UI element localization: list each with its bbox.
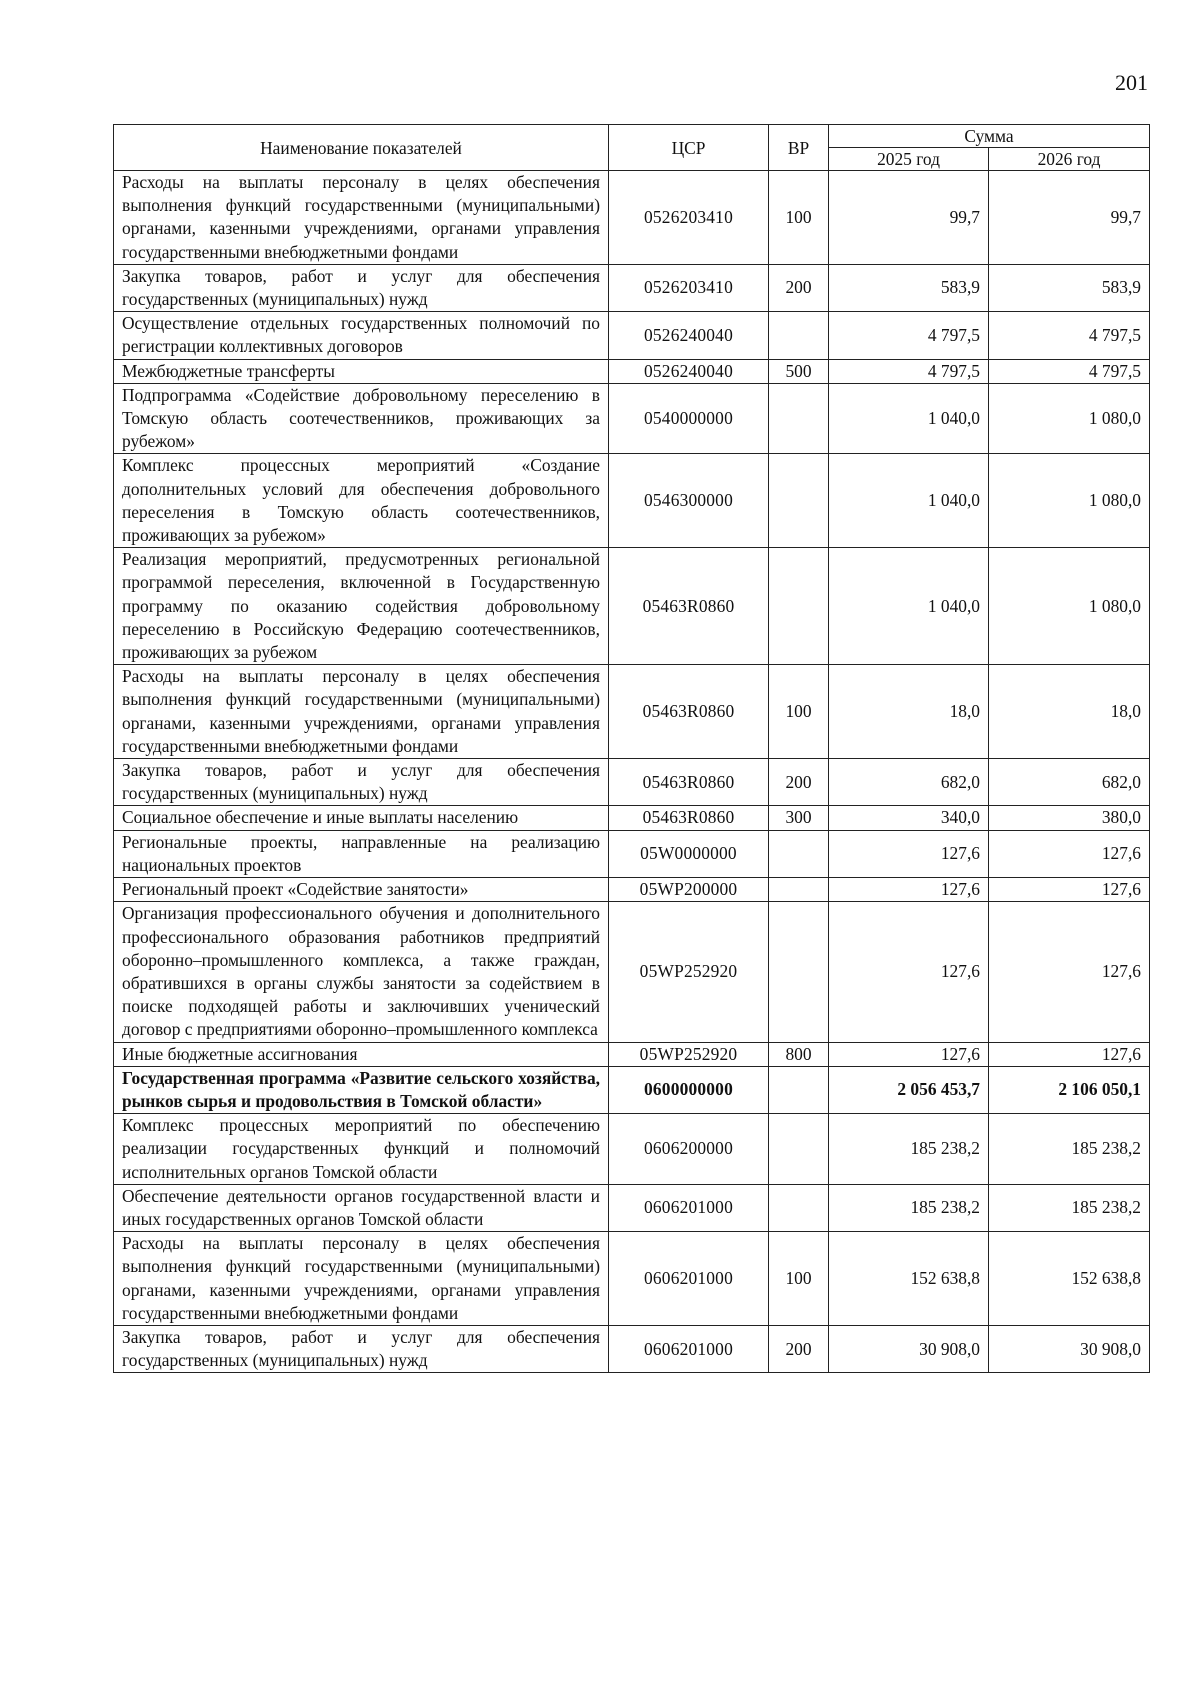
table-row bbox=[114, 806, 1150, 830]
row-csr-cell: 05W0000000 bbox=[609, 830, 769, 877]
row-2025-cell: 127,6 bbox=[829, 830, 989, 877]
row-name-cell: Осуществление отдельных государственных полномочий по регистрации коллективных договоров bbox=[114, 312, 609, 359]
row-vr-cell: 200 bbox=[769, 264, 829, 311]
row-name-cell: Закупка товаров, работ и услуг для обеспечения государственных (муниципальных) нужд bbox=[114, 759, 609, 806]
row-name-cell: Реализация мероприятий, предусмотренных региональной программой переселения, включенной в Государственную программу по оказанию содействия добровольному переселению в Российскую Федерацию соотечественников, проживающих за рубежом bbox=[114, 548, 609, 665]
row-csr-cell: 0526203410 bbox=[609, 171, 769, 265]
table-row bbox=[114, 1184, 1150, 1231]
row-csr-cell: 05WP252920 bbox=[609, 1042, 769, 1066]
header-name: Наименование показателей bbox=[114, 125, 609, 171]
table-row bbox=[114, 171, 1150, 265]
table-row bbox=[114, 548, 1150, 665]
row-vr-cell bbox=[769, 383, 829, 454]
row-name-cell: Социальное обеспечение и иные выплаты населению bbox=[114, 806, 609, 830]
row-csr-cell: 05463R0860 bbox=[609, 548, 769, 665]
row-name-cell: Государственная программа «Развитие сельского хозяйства, рынков сырья и продовольствия в Томской области» bbox=[114, 1066, 609, 1113]
row-2025-cell: 682,0 bbox=[829, 759, 989, 806]
row-name-cell: Региональный проект «Содействие занятости» bbox=[114, 878, 609, 902]
row-vr-cell: 200 bbox=[769, 1325, 829, 1372]
row-2025-cell: 4 797,5 bbox=[829, 359, 989, 383]
row-2026-cell: 185 238,2 bbox=[989, 1184, 1150, 1231]
row-2026-cell: 2 106 050,1 bbox=[989, 1066, 1150, 1113]
row-2026-cell: 30 908,0 bbox=[989, 1325, 1150, 1372]
row-vr-cell bbox=[769, 312, 829, 359]
table-row bbox=[114, 383, 1150, 454]
table-row bbox=[114, 902, 1150, 1042]
row-2025-cell: 127,6 bbox=[829, 902, 989, 1042]
row-2026-cell: 1 080,0 bbox=[989, 548, 1150, 665]
row-2026-cell: 127,6 bbox=[989, 830, 1150, 877]
row-2026-cell: 18,0 bbox=[989, 665, 1150, 759]
row-vr-cell: 800 bbox=[769, 1042, 829, 1066]
table-row bbox=[114, 665, 1150, 759]
page-number: 201 bbox=[1115, 70, 1148, 95]
row-name-cell: Организация профессионального обучения и дополнительного профессионального образования работников предприятий оборонно–промышленного комплекса, а также граждан, обратившихся в органы службы занятости за содействием в поиске подходящей работы и заключивших ученический договор с предприятиями оборонно–промышленного комплекса bbox=[114, 902, 609, 1042]
row-csr-cell: 0606201000 bbox=[609, 1325, 769, 1372]
row-2025-cell: 152 638,8 bbox=[829, 1232, 989, 1326]
row-csr-cell: 0606200000 bbox=[609, 1114, 769, 1185]
row-vr-cell bbox=[769, 902, 829, 1042]
row-name-cell: Межбюджетные трансферты bbox=[114, 359, 609, 383]
table-row bbox=[114, 454, 1150, 548]
row-2026-cell: 4 797,5 bbox=[989, 359, 1150, 383]
row-2026-cell: 99,7 bbox=[989, 171, 1150, 265]
row-2025-cell: 4 797,5 bbox=[829, 312, 989, 359]
row-csr-cell: 0600000000 bbox=[609, 1066, 769, 1113]
row-2025-cell: 127,6 bbox=[829, 1042, 989, 1066]
row-name-cell: Расходы на выплаты персоналу в целях обеспечения выполнения функций государственными (муниципальными) органами, казенными учреждениями, органами управления государственными внебюджетными фондами bbox=[114, 171, 609, 265]
header-2025: 2025 год bbox=[829, 148, 989, 171]
table-row bbox=[114, 759, 1150, 806]
row-csr-cell: 0546300000 bbox=[609, 454, 769, 548]
row-name-cell: Подпрограмма «Содействие добровольному переселению в Томскую область соотечественников, проживающих за рубежом» bbox=[114, 383, 609, 454]
row-name-cell: Региональные проекты, направленные на реализацию национальных проектов bbox=[114, 830, 609, 877]
row-vr-cell bbox=[769, 878, 829, 902]
row-2025-cell: 340,0 bbox=[829, 806, 989, 830]
row-2026-cell: 127,6 bbox=[989, 1042, 1150, 1066]
row-2026-cell: 185 238,2 bbox=[989, 1114, 1150, 1185]
row-name-cell: Закупка товаров, работ и услуг для обеспечения государственных (муниципальных) нужд bbox=[114, 264, 609, 311]
row-2025-cell: 2 056 453,7 bbox=[829, 1066, 989, 1113]
row-csr-cell: 0606201000 bbox=[609, 1232, 769, 1326]
row-vr-cell bbox=[769, 1114, 829, 1185]
row-2026-cell: 4 797,5 bbox=[989, 312, 1150, 359]
row-vr-cell: 300 bbox=[769, 806, 829, 830]
row-vr-cell: 200 bbox=[769, 759, 829, 806]
row-csr-cell: 05463R0860 bbox=[609, 806, 769, 830]
table-row bbox=[114, 264, 1150, 311]
row-2026-cell: 682,0 bbox=[989, 759, 1150, 806]
row-csr-cell: 0526240040 bbox=[609, 312, 769, 359]
row-2025-cell: 583,9 bbox=[829, 264, 989, 311]
row-csr-cell: 0606201000 bbox=[609, 1184, 769, 1231]
row-vr-cell: 100 bbox=[769, 171, 829, 265]
row-vr-cell bbox=[769, 1184, 829, 1231]
row-name-cell: Расходы на выплаты персоналу в целях обеспечения выполнения функций государственными (муниципальными) органами, казенными учреждениями, органами управления государственными внебюджетными фондами bbox=[114, 665, 609, 759]
row-name-cell: Закупка товаров, работ и услуг для обеспечения государственных (муниципальных) нужд bbox=[114, 1325, 609, 1372]
row-2025-cell: 1 040,0 bbox=[829, 454, 989, 548]
row-vr-cell bbox=[769, 548, 829, 665]
row-vr-cell bbox=[769, 1066, 829, 1113]
row-csr-cell: 0540000000 bbox=[609, 383, 769, 454]
row-name-cell: Расходы на выплаты персоналу в целях обеспечения выполнения функций государственными (муниципальными) органами, казенными учреждениями, органами управления государственными внебюджетными фондами bbox=[114, 1232, 609, 1326]
table-row bbox=[114, 1066, 1150, 1113]
row-vr-cell bbox=[769, 830, 829, 877]
row-2026-cell: 1 080,0 bbox=[989, 383, 1150, 454]
row-2025-cell: 30 908,0 bbox=[829, 1325, 989, 1372]
row-csr-cell: 0526203410 bbox=[609, 264, 769, 311]
row-csr-cell: 05WP200000 bbox=[609, 878, 769, 902]
row-2025-cell: 1 040,0 bbox=[829, 548, 989, 665]
row-name-cell: Иные бюджетные ассигнования bbox=[114, 1042, 609, 1066]
row-name-cell: Комплекс процессных мероприятий по обеспечению реализации государственных функций и полномочий исполнительных органов Томской области bbox=[114, 1114, 609, 1185]
row-2025-cell: 1 040,0 bbox=[829, 383, 989, 454]
table-row bbox=[114, 1325, 1150, 1372]
row-csr-cell: 05463R0860 bbox=[609, 759, 769, 806]
table-row bbox=[114, 830, 1150, 877]
row-2026-cell: 583,9 bbox=[989, 264, 1150, 311]
table-row bbox=[114, 1232, 1150, 1326]
table-row bbox=[114, 1042, 1150, 1066]
row-2026-cell: 152 638,8 bbox=[989, 1232, 1150, 1326]
row-vr-cell bbox=[769, 454, 829, 548]
table-body bbox=[114, 171, 1150, 1373]
header-vr: ВР bbox=[769, 125, 829, 171]
row-2026-cell: 127,6 bbox=[989, 902, 1150, 1042]
table-row bbox=[114, 359, 1150, 383]
row-2025-cell: 185 238,2 bbox=[829, 1114, 989, 1185]
row-csr-cell: 05WP252920 bbox=[609, 902, 769, 1042]
row-2026-cell: 1 080,0 bbox=[989, 454, 1150, 548]
row-2026-cell: 380,0 bbox=[989, 806, 1150, 830]
row-2025-cell: 185 238,2 bbox=[829, 1184, 989, 1231]
budget-table bbox=[113, 124, 1150, 1373]
row-vr-cell: 500 bbox=[769, 359, 829, 383]
row-2025-cell: 99,7 bbox=[829, 171, 989, 265]
row-csr-cell: 0526240040 bbox=[609, 359, 769, 383]
row-vr-cell: 100 bbox=[769, 665, 829, 759]
table-row bbox=[114, 1114, 1150, 1185]
header-2026: 2026 год bbox=[989, 148, 1150, 171]
row-vr-cell: 100 bbox=[769, 1232, 829, 1326]
row-name-cell: Комплекс процессных мероприятий «Создание дополнительных условий для обеспечения добровольного переселения в Томскую область соотечественников, проживающих за рубежом» bbox=[114, 454, 609, 548]
row-2025-cell: 18,0 bbox=[829, 665, 989, 759]
header-csr: ЦСР bbox=[609, 125, 769, 171]
row-2025-cell: 127,6 bbox=[829, 878, 989, 902]
row-csr-cell: 05463R0860 bbox=[609, 665, 769, 759]
table-row bbox=[114, 312, 1150, 359]
table-row bbox=[114, 878, 1150, 902]
header-sum: Сумма bbox=[829, 125, 1150, 148]
row-name-cell: Обеспечение деятельности органов государственной власти и иных государственных органов Томской области bbox=[114, 1184, 609, 1231]
row-2026-cell: 127,6 bbox=[989, 878, 1150, 902]
